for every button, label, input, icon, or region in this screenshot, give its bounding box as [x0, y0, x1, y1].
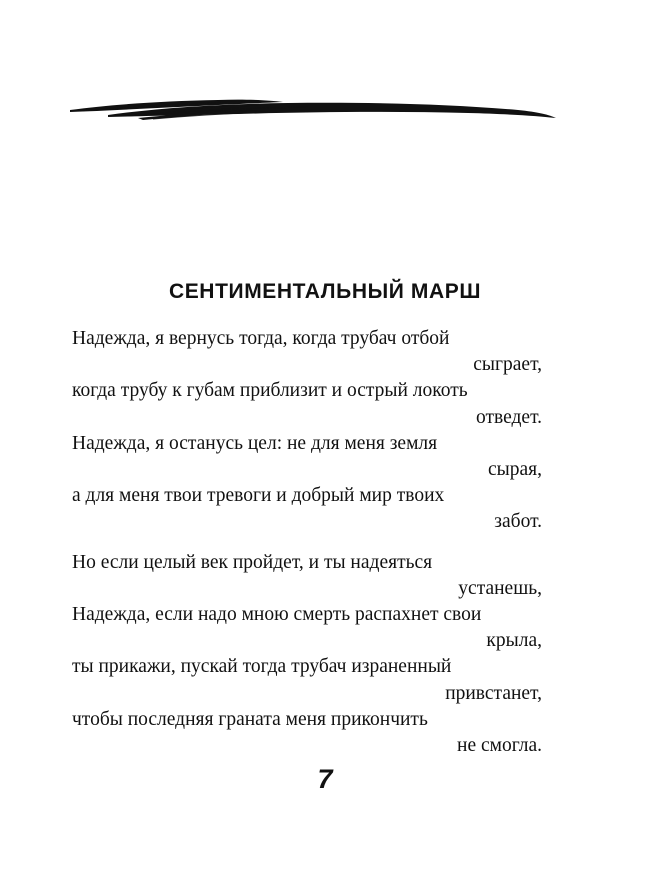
verse-line-continuation: устанешь,: [458, 577, 542, 599]
verse-line-continuation: забот.: [494, 511, 542, 533]
verse-line: чтобы последняя граната меня прикончить: [72, 708, 428, 730]
verse-line: Надежда, я останусь цел: не для меня земля: [72, 432, 438, 454]
verse-line: когда трубу к губам приблизит и острый локоть: [72, 380, 468, 402]
verse-line: а для меня твои тревоги и добрый мир твоих: [72, 485, 445, 507]
verse-line-continuation: не смогла.: [457, 735, 542, 757]
verse-line-continuation: крыла,: [486, 630, 542, 652]
poem-title: СЕНТИМЕНТАЛЬНЫЙ МАРШ: [168, 280, 482, 303]
stanza: [72, 326, 542, 536]
brush-stroke-divider: [68, 88, 558, 128]
verse-line-continuation: отведет.: [475, 406, 542, 428]
stanza: [72, 550, 542, 760]
verse-line-continuation: сырая,: [487, 459, 542, 481]
poem-body: [72, 326, 542, 759]
verse-line: Надежда, если надо мною смерть распахнет свои: [72, 604, 482, 626]
verse-line: ты прикажи, пускай тогда трубач израненный: [72, 656, 452, 678]
verse-line: Но если целый век пройдет, и ты надеяться: [72, 551, 433, 573]
verse-line-continuation: привстанет,: [445, 682, 542, 704]
verse-line: Надежда, я вернусь тогда, когда трубач отбой: [72, 328, 450, 349]
page-number: 7: [317, 764, 333, 794]
verse-line-continuation: сыграет,: [473, 354, 542, 376]
